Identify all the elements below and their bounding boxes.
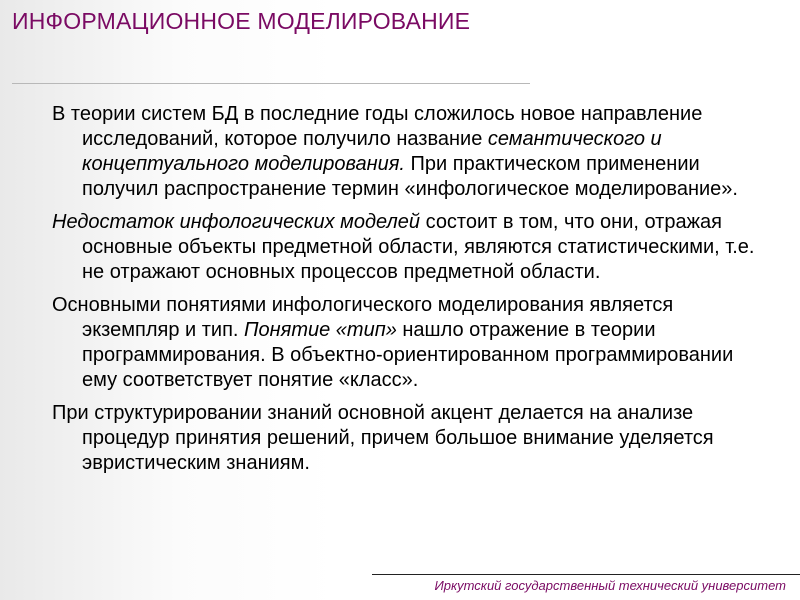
- paragraph-4: [52, 401, 764, 476]
- slide-body: [52, 102, 764, 484]
- paragraph-3: [52, 293, 764, 393]
- paragraph-2-text: состоит в том, что они, отражая основные объекты предметной области, являются статистическими, т.е. не отражают основных процессов предметной области.: [82, 211, 755, 283]
- title-underline: [12, 83, 530, 84]
- footer-divider: [372, 574, 800, 575]
- paragraph-3-text-b: нашло отражение в теории программирования. В объектно-ориентированном программировании ему соответствует понятие «класс».: [82, 319, 734, 391]
- paragraph-1-text-a: В теории систем БД в последние годы сложилось новое направление исследований, которое получило название: [52, 103, 703, 150]
- footer-university: Иркутский государственный технический университет: [434, 578, 786, 593]
- paragraph-1-italic: семантического и концептуального моделирования.: [82, 128, 662, 175]
- paragraph-1-text-b: При практическом применении получил распространение термин «инфологическое моделирование».: [82, 153, 738, 200]
- slide-title: ИНФОРМАЦИОННОЕ МОДЕЛИРОВАНИЕ: [12, 8, 471, 34]
- paragraph-4-text: При структурировании знаний основной акцент делается на анализе процедур принятия решений, причем большое внимание уделяется эвристическим знаниям.: [52, 402, 714, 474]
- paragraph-2: [52, 210, 764, 285]
- paragraph-3-text-a: Основными понятиями инфологического моделирования является экземпляр и тип.: [52, 294, 674, 341]
- paragraph-2-italic: Недостаток инфологических моделей: [52, 211, 421, 233]
- paragraph-1: [52, 102, 764, 202]
- paragraph-3-italic: Понятие «тип»: [244, 319, 397, 341]
